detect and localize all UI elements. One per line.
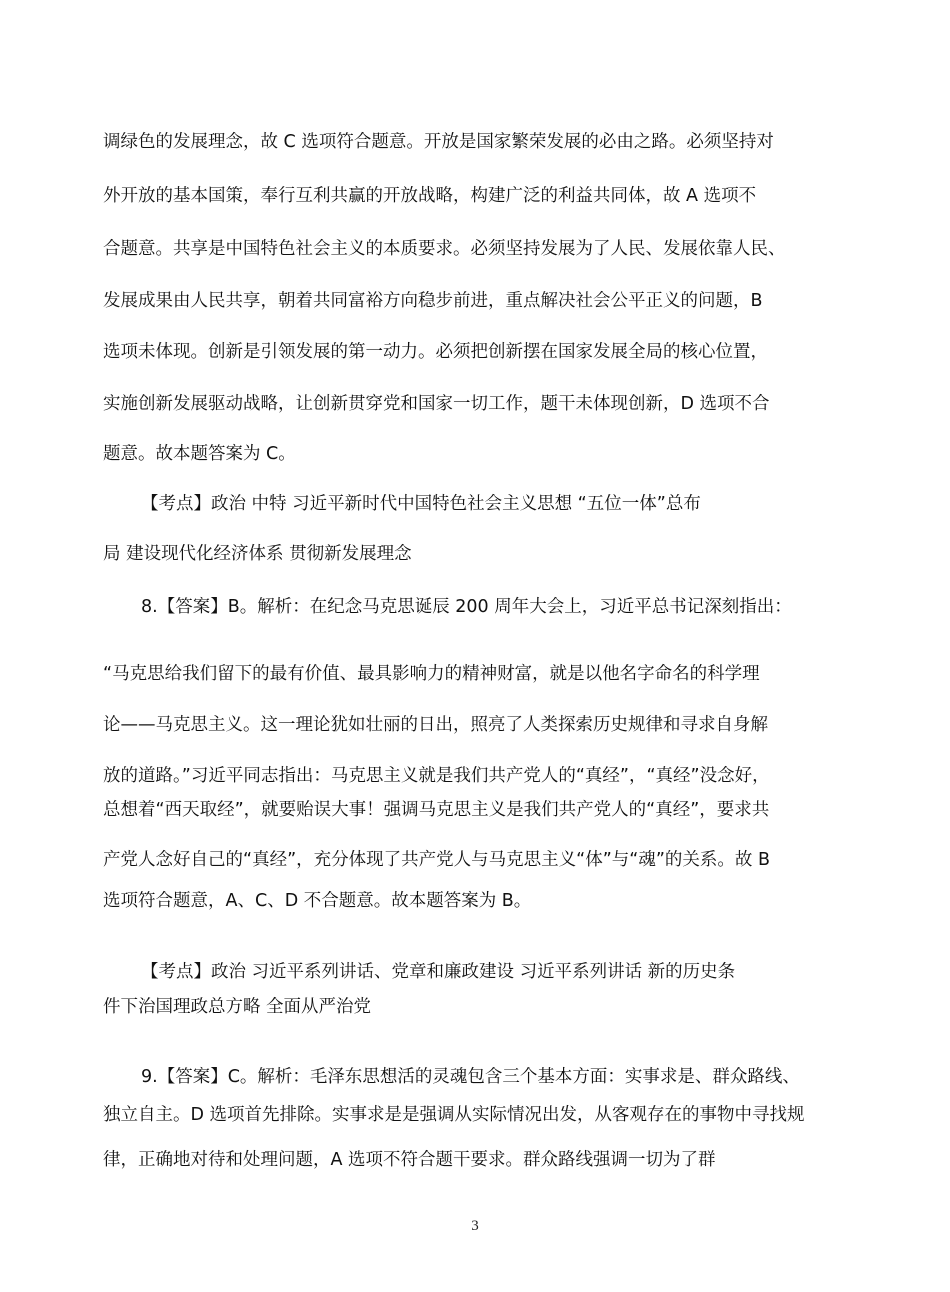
text-line: “马克思给我们留下的最有价值、最具影响力的精神财富，就是以他名字命名的科学理 (103, 664, 760, 684)
text-line: 律，正确地对待和处理问题，A 选项不符合题干要求。群众路线强调一切为了群 (103, 1150, 716, 1170)
text-line: 产党人念好自己的“真经”，充分体现了共产党人与马克思主义“体”与“魂”的关系。故 B (103, 850, 770, 870)
text-line: 总想着“西天取经”，就要贻误大事！强调马克思主义是我们共产党人的“真经”，要求共 (103, 800, 770, 820)
text-line: 论——马克思主义。这一理论犹如壮丽的日出，照亮了人类探索历史规律和寻求自身解 (103, 715, 768, 735)
text-line: 独立自主。D 选项首先排除。实事求是是强调从实际情况出发，从客观存在的事物中寻找规 (103, 1105, 805, 1125)
text-line: 9.【答案】C。解析：毛泽东思想活的灵魂包含三个基本方面：实事求是、群众路线、 (141, 1067, 800, 1087)
text-line: 外开放的基本国策，奉行互利共赢的开放战略，构建广泛的利益共同体，故 A 选项不 (103, 186, 757, 206)
text-line: 题意。故本题答案为 C。 (103, 444, 296, 464)
text-line: 实施创新发展驱动战略，让创新贯穿党和国家一切工作，题干未体现创新，D 选项不合 (103, 394, 770, 414)
page-number: 3 (471, 1218, 479, 1234)
kaodian-line: 【考点】政治 中特 习近平新时代中国特色社会主义思想 “五位一体”总布 (141, 494, 701, 514)
text-line: 发展成果由人民共享，朝着共同富裕方向稳步前进，重点解决社会公平正义的问题，B (103, 291, 763, 311)
kaodian-line: 【考点】政治 习近平系列讲话、党章和廉政建设 习近平系列讲话 新的历史条 (141, 962, 736, 982)
text-line: 8.【答案】B。解析：在纪念马克思诞辰 200 周年大会上，习近平总书记深刻指出： (141, 597, 792, 617)
text-line: 调绿色的发展理念，故 C 选项符合题意。开放是国家繁荣发展的必由之路。必须坚持对 (103, 132, 774, 152)
text-line: 合题意。共享是中国特色社会主义的本质要求。必须坚持发展为了人民、发展依靠人民、 (103, 239, 786, 259)
kaodian-line: 局 建设现代化经济体系 贯彻新发展理念 (103, 544, 412, 564)
text-line: 选项符合题意，A、C、D 不合题意。故本题答案为 B。 (103, 891, 532, 911)
text-line: 放的道路。”习近平同志指出：马克思主义就是我们共产党人的“真经”，“真经”没念好， (103, 766, 770, 786)
text-line: 选项未体现。创新是引领发展的第一动力。必须把创新摆在国家发展全局的核心位置， (103, 342, 768, 362)
kaodian-line: 件下治国理政总方略 全面从严治党 (103, 997, 372, 1017)
